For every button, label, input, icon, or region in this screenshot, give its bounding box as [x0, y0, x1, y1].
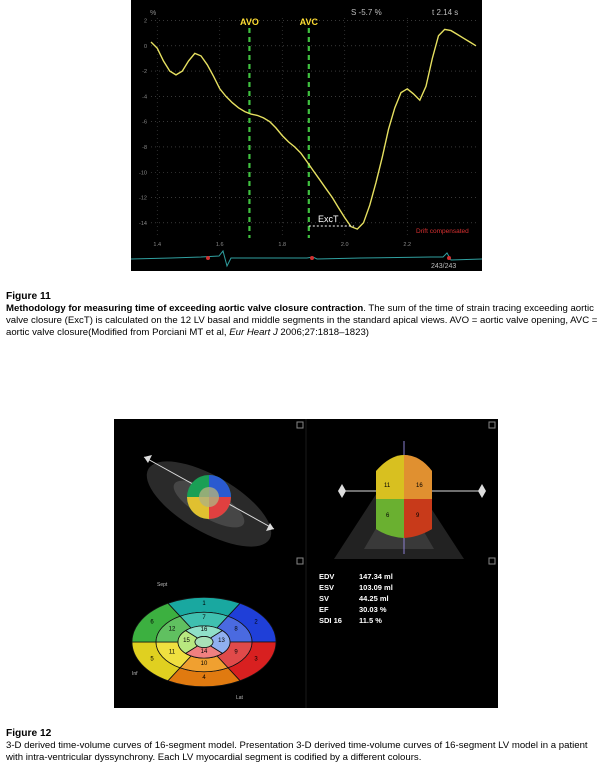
bullseye-segment-number: 12: [168, 626, 176, 633]
stat-value: 44.25 ml: [359, 594, 389, 603]
y-tick-label: -4: [142, 94, 147, 101]
bullseye-segment-number: 3: [254, 656, 258, 663]
x-tick-label: 1.6: [215, 242, 224, 248]
figure-12-caption: [6, 728, 606, 764]
avo-label: AVO: [240, 17, 259, 27]
strain-readout: S -5.7 %: [351, 8, 382, 17]
stat-value: 11.5 %: [359, 616, 382, 625]
x-tick-label: 2.0: [340, 242, 349, 248]
figure-11-caption-part2: 2006;27:1818–1823): [277, 327, 369, 338]
heart-segment-number: 9: [416, 513, 420, 519]
bullseye-segment-number: 10: [200, 660, 208, 667]
figure-11-caption-part1: . The sum of the time of strain tracing exceeding aortic valve closure (ExcT) is calculated on the 12 LV basal and middle segments in the standard apical views. AVO = aortic valve opening, AVC = aortic valve closure(Modified from Porciani MT et al,: [6, 303, 598, 338]
x-tick-label: 2.2: [403, 242, 412, 248]
y-tick-label: -14: [139, 220, 147, 227]
bullseye-segment-number: 7: [202, 615, 206, 622]
y-tick-label: -2: [142, 69, 147, 76]
bullseye-segment-number: 5: [150, 656, 154, 663]
ecg-marker-2: [310, 256, 314, 260]
y-tick-label: -6: [142, 119, 147, 126]
avc-label: AVC: [299, 17, 318, 27]
stat-label: SV: [319, 594, 330, 603]
x-tick-label: 1.4: [153, 242, 162, 248]
figure-11-heading: Figure 11: [6, 291, 51, 302]
stat-label: EF: [319, 605, 329, 614]
lat-label: Lat: [236, 695, 243, 701]
exct-label: ExcT: [318, 214, 339, 224]
heart-segment-number: 16: [416, 483, 423, 489]
bullseye-apex: [195, 636, 213, 647]
bullseye-segment-number: 8: [234, 626, 238, 633]
bullseye-segment-number: 11: [168, 649, 176, 656]
figure-12-caption-text: 3-D derived time-volume curves of 16-segment model. Presentation 3-D derived time-volume curves of 16-segment LV model in a patient with intra-ventricular dyssynchrony. Each LV myocardial segment is codified by a different colours.: [6, 740, 588, 763]
heart-segment-number: 6: [386, 513, 390, 519]
time-readout: t 2.14 s: [432, 8, 459, 17]
strain-chart: [131, 0, 482, 271]
frame-counter: 243/243: [431, 263, 457, 270]
y-tick-label: 0: [143, 43, 147, 50]
bullseye-segment-number: 4: [202, 675, 206, 682]
y-tick-label: -12: [139, 195, 147, 202]
stat-value: 103.09 ml: [359, 583, 393, 592]
bullseye-segment-number: 6: [150, 619, 154, 626]
bullseye-segment-number: 16: [200, 627, 208, 634]
figure-11-caption: [6, 291, 606, 339]
bullseye-segment-number: 9: [234, 649, 238, 656]
heart-segment-number: 11: [384, 483, 391, 489]
stat-label: ESV: [319, 583, 335, 592]
sept-label: Sept: [157, 582, 168, 588]
y-tick-label: -10: [139, 170, 147, 177]
y-tick-label: -8: [142, 144, 147, 151]
ecg-marker-3: [447, 256, 451, 260]
bullseye-segment-number: 2: [254, 619, 258, 626]
drift-compensated-label: Drift compensated: [416, 228, 469, 235]
bullseye-segment-number: 13: [218, 638, 225, 645]
bullseye-segment-number: 14: [200, 648, 208, 655]
figure-12-image: [114, 419, 498, 708]
figure-12-heading: Figure 12: [6, 728, 52, 739]
figure-11-image: [131, 0, 482, 271]
bullseye-rings: [132, 597, 276, 686]
stat-value: 147.34 ml: [359, 572, 393, 581]
figure-11-caption-journal: Eur Heart J: [229, 327, 278, 338]
inf-label: Inf: [132, 671, 138, 677]
figure-11-caption-text: [6, 303, 606, 339]
stat-label: SDI 16: [319, 616, 342, 625]
lv-3d-panel: [114, 419, 498, 708]
figure-11-caption-bold: Methodology for measuring time of exceeding aortic valve closure contraction: [6, 303, 364, 314]
stat-value: 30.03 %: [359, 605, 387, 614]
lv-cavity: [199, 487, 219, 507]
y-tick-label: 2: [143, 18, 147, 25]
y-unit-label: %: [150, 10, 157, 17]
bullseye-segment-number: 15: [183, 638, 190, 645]
x-tick-label: 1.8: [278, 242, 287, 248]
stat-label: EDV: [319, 572, 335, 581]
ecg-marker-1: [206, 256, 210, 260]
bullseye-segment-number: 1: [202, 600, 206, 607]
